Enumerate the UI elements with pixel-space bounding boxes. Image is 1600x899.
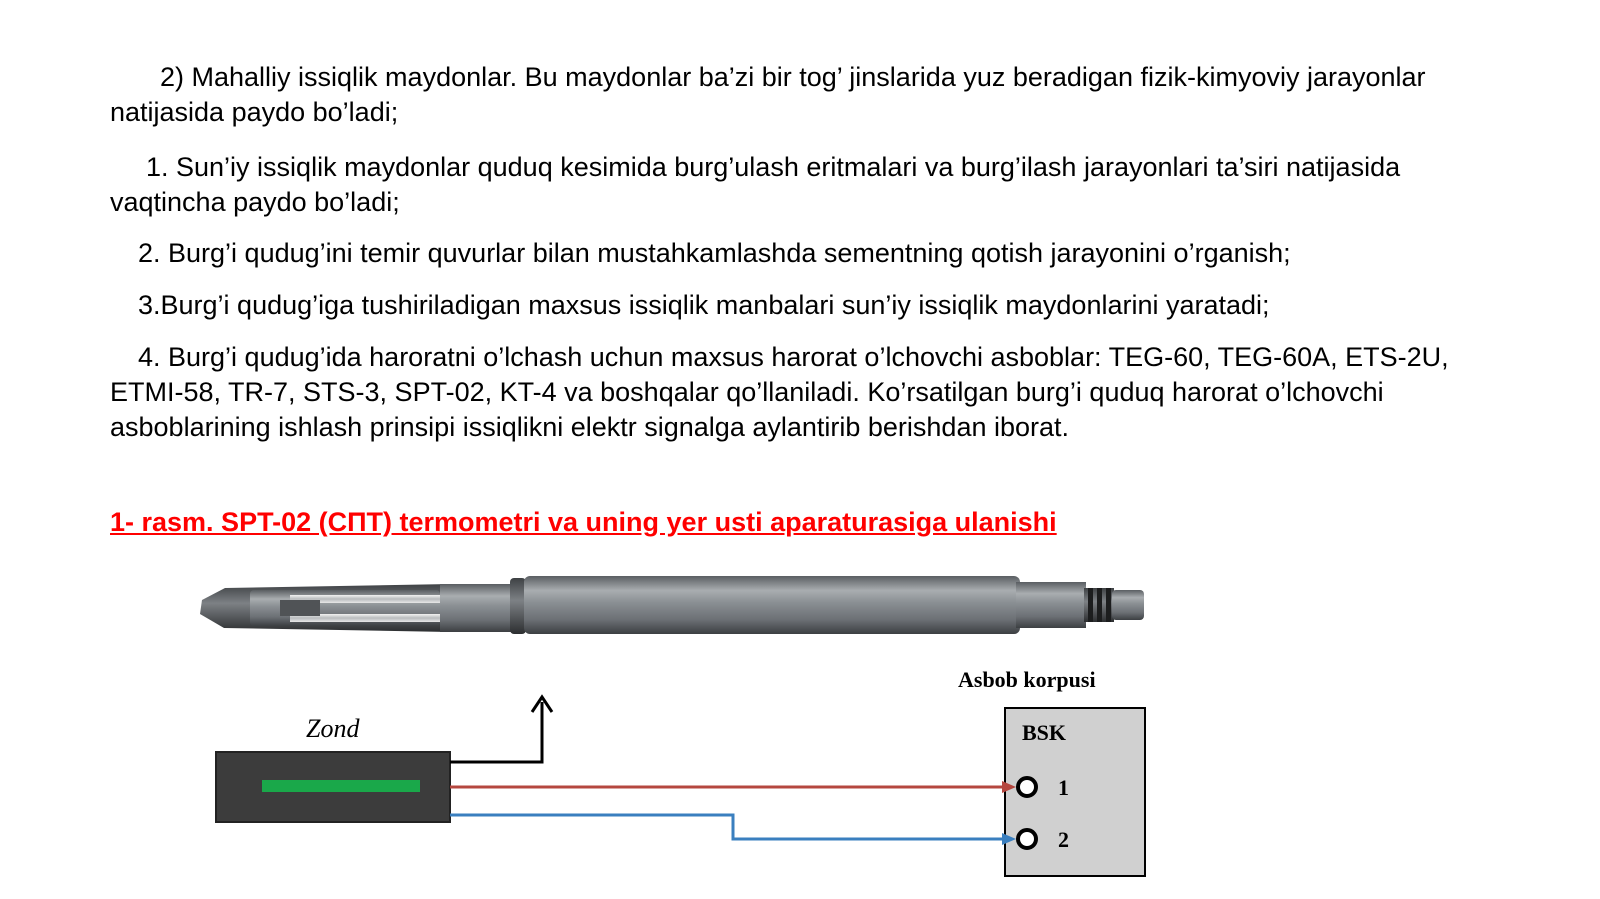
- terminal-2-contact: [1018, 830, 1036, 848]
- ground-wire: [450, 702, 542, 762]
- terminal-1-contact: [1018, 778, 1036, 796]
- paragraph-heat-sources: 3.Burg’i qudug’iga tushiriladigan maxsus issiqlik manbalari sun’iy issiqlik maydonlarini yaratadi;: [138, 290, 1270, 320]
- terminal-1-label: 1: [1058, 775, 1069, 800]
- paragraph-thermometers: 4. Burg’i qudug’ida haroratni o’lchash uchun maxsus harorat o’lchovchi asboblar: TEG-60, TEG-60A, ETS-2U, ETMI-58, TR-7, STS-3, SPT-02, KT-4 va boshqalar qo’llaniladi. Ko’rsatilgan burg’i quduq harorat o’lchovchi asboblarining ishlash prinsipi issiqlikni elektr signalga aylantirib berishdan iborat.: [110, 342, 1449, 442]
- figure-caption: 1- rasm. SPT-02 (СПТ) termometri va uning yer usti aparaturasiga ulanishi: [110, 507, 1057, 537]
- sensor-element: [262, 780, 420, 792]
- terminal-2-label: 2: [1058, 827, 1069, 852]
- bsk-label: BSK: [1022, 720, 1067, 745]
- blue-wire: [450, 815, 1010, 839]
- paragraph-artificial-heat-fields: 1. Sun’iy issiqlik maydonlar quduq kesimida burg’ulash eritmalari va burg’ilash jarayonlari ta’siri natijasida vaqtincha paydo bo’ladi;: [110, 152, 1401, 217]
- zond-label: Zond: [306, 714, 360, 743]
- housing-label: Asbob korpusi: [958, 667, 1096, 692]
- paragraph-cement-hardening: 2. Burg’i qudug’ini temir quvurlar bilan mustahkamlashda sementning qotish jarayonini o’rganish;: [138, 238, 1291, 268]
- paragraph-local-heat-fields: 2) Mahalliy issiqlik maydonlar. Bu maydonlar ba’zi bir tog’ jinslarida yuz beradigan fizik-kimyoviy jarayonlar natijasida paydo bo’ladi;: [110, 62, 1426, 127]
- thermometer-photo: [200, 576, 1144, 634]
